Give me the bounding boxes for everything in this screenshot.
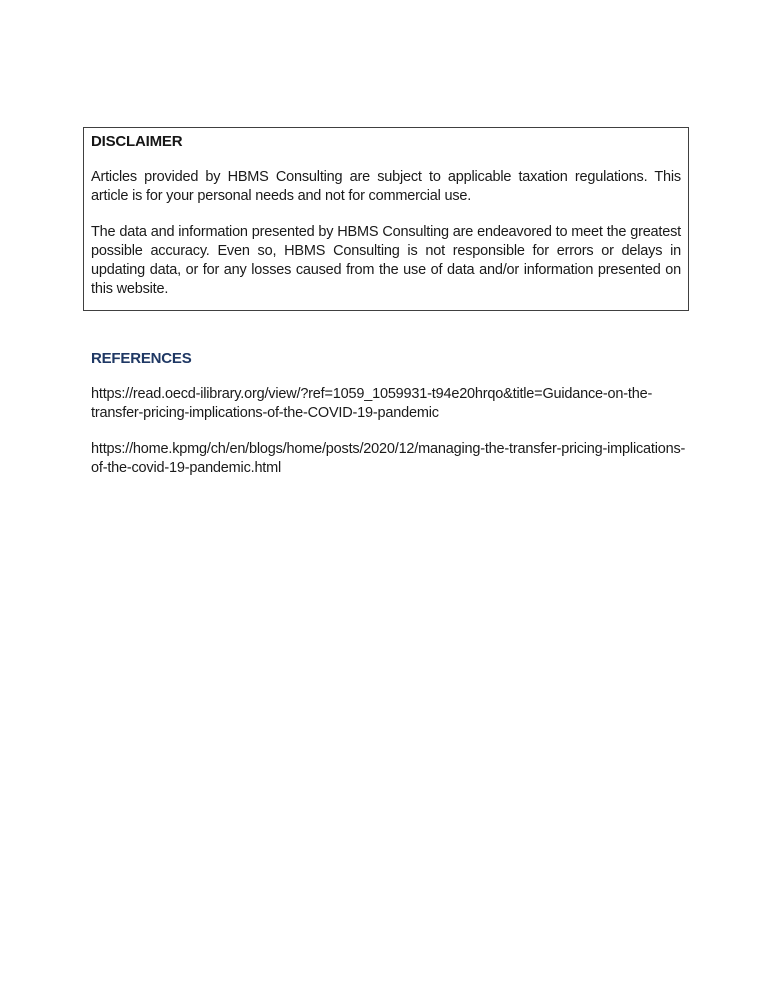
reference-url-oecd: https://read.oecd-ilibrary.org/view/?ref=1059_1059931-t94e20hrqo&title=Guidance-on-the-transfer-pricing-implications-of-the-COVID-19-pandemic [91, 386, 653, 421]
references-title: REFERENCES [91, 350, 192, 367]
reference-url-kpmg: https://home.kpmg/ch/en/blogs/home/posts/2020/12/managing-the-transfer-pricing-implications-of-the-covid-19-pandemic.html [91, 441, 686, 476]
disclaimer-box [83, 127, 689, 311]
disclaimer-paragraph-2: The data and information presented by HBMS Consulting are endeavored to meet the greatest possible accuracy. Even so, HBMS Consulting is not responsible for errors or delays in updating data, or for any losses caused from the use of data and/or information presented on this website. [91, 224, 681, 297]
disclaimer-paragraph-1: Articles provided by HBMS Consulting are subject to applicable taxation regulations. This article is for your personal needs and not for commercial use. [91, 169, 681, 204]
disclaimer-title: DISCLAIMER [91, 133, 183, 150]
references-section [91, 349, 689, 478]
